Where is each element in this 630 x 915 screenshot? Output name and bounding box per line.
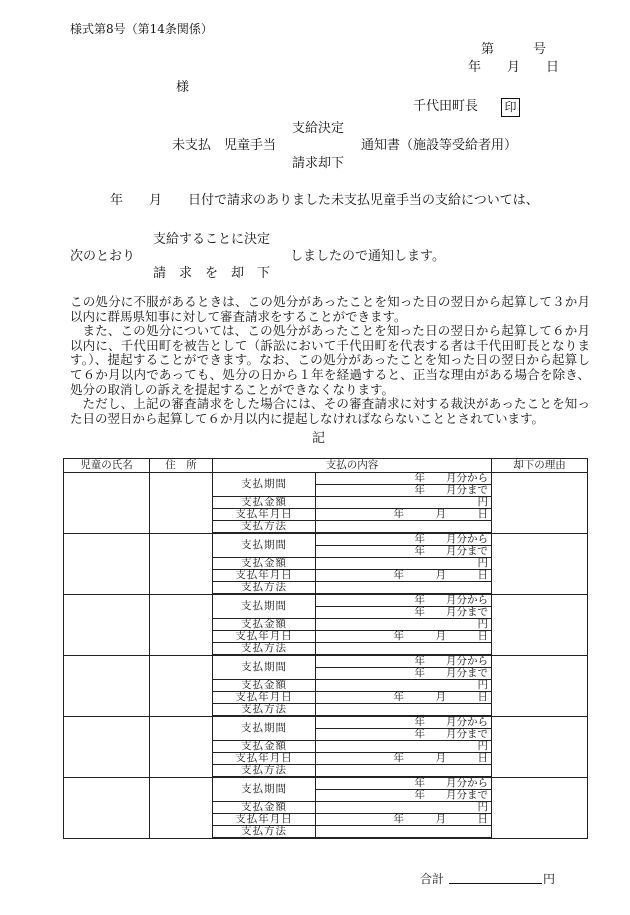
reject-reason-cell[interactable] bbox=[492, 778, 588, 839]
child-name-cell[interactable] bbox=[64, 534, 150, 595]
issuer-name: 千代田町長 bbox=[413, 99, 479, 114]
period-from-value: 年 月分から bbox=[316, 473, 492, 485]
method-value[interactable] bbox=[316, 643, 492, 655]
amount-label: 支払金額 bbox=[213, 802, 316, 814]
date-label: 支払年月日 bbox=[213, 631, 316, 643]
address-cell[interactable] bbox=[150, 778, 213, 839]
period-from-value: 年 月分から bbox=[316, 778, 492, 790]
amount-yen: 円 bbox=[316, 802, 492, 814]
period-label: 支払期間 bbox=[213, 656, 316, 680]
period-label: 支払期間 bbox=[213, 717, 316, 741]
period-to-value: 年 月分まで bbox=[316, 546, 492, 558]
body-choice-reject: 請 求 を 却 下 bbox=[153, 266, 271, 281]
table-row bbox=[64, 473, 588, 485]
date-value: 年 月 日 bbox=[316, 692, 492, 704]
date-value: 年 月 日 bbox=[316, 570, 492, 582]
amount-label: 支払金額 bbox=[213, 558, 316, 570]
period-label: 支払期間 bbox=[213, 473, 316, 497]
amount-yen: 円 bbox=[316, 497, 492, 509]
addressee-suffix: 様 bbox=[176, 80, 190, 95]
header-reject-reason: 却下の理由 bbox=[492, 459, 588, 473]
child-name-cell[interactable] bbox=[64, 595, 150, 656]
proviso-paragraph: ただし、上記の審査請求をした場合には、その審査請求に対する裁決があったことを知った日の翌日から起算して６か月以内に提起しなければならないこととされています。 bbox=[70, 396, 590, 426]
amount-yen: 円 bbox=[316, 680, 492, 692]
date-value: 年 月 日 bbox=[316, 814, 492, 826]
title-option-grant: 支給決定 bbox=[292, 121, 345, 136]
method-label: 支払方法 bbox=[213, 704, 316, 716]
method-value[interactable] bbox=[316, 521, 492, 533]
appeal-notice-paragraph: この処分に不服があるときは、この処分があったことを知った日の翌日から起算して３か月以内に群馬県知事に対して審査請求をすることができます。 bbox=[70, 294, 590, 324]
method-label: 支払方法 bbox=[213, 826, 316, 838]
period-label: 支払期間 bbox=[213, 778, 316, 802]
ki-heading: 記 bbox=[312, 431, 326, 446]
address-cell[interactable] bbox=[150, 717, 213, 778]
table-header-row bbox=[64, 459, 588, 473]
reject-reason-cell[interactable] bbox=[492, 595, 588, 656]
title-main: 未支払 児童手当 bbox=[172, 138, 277, 153]
amount-label: 支払金額 bbox=[213, 497, 316, 509]
address-cell[interactable] bbox=[150, 656, 213, 717]
table-row bbox=[64, 595, 588, 607]
title-option-reject: 請求却下 bbox=[292, 156, 345, 171]
seal-mark: 印 bbox=[501, 96, 520, 117]
period-from-value: 年 月分から bbox=[316, 717, 492, 729]
method-value[interactable] bbox=[316, 826, 492, 838]
document-number: 第 号 bbox=[481, 42, 547, 57]
period-to-value: 年 月分まで bbox=[316, 668, 492, 680]
date-label: 支払年月日 bbox=[213, 692, 316, 704]
child-name-cell[interactable] bbox=[64, 778, 150, 839]
body-suffix: しましたので通知します。 bbox=[290, 249, 445, 264]
address-cell[interactable] bbox=[150, 473, 213, 534]
table-row bbox=[64, 778, 588, 790]
title-suffix: 通知書（施設等受給者用） bbox=[361, 138, 518, 153]
period-to-value: 年 月分まで bbox=[316, 729, 492, 741]
lawsuit-notice-paragraph: また、この処分については、この処分があったことを知った日の翌日から起算して６か月以内に、千代田町を被告として（訴訟において千代田町を代表する者は千代田町長となります。）、提起することができます。なお、この処分があったことを知った日の翌日から起算して６か月以内であっても、処分の日から１年を経過すると、正当な理由がある場合を除き、処分の取消しの訴えを提起することができなくなります。 bbox=[70, 323, 590, 397]
method-label: 支払方法 bbox=[213, 582, 316, 594]
table-row bbox=[64, 717, 588, 729]
period-from-value: 年 月分から bbox=[316, 595, 492, 607]
period-from-value: 年 月分から bbox=[316, 656, 492, 668]
period-to-value: 年 月分まで bbox=[316, 485, 492, 497]
method-label: 支払方法 bbox=[213, 765, 316, 777]
period-from-value: 年 月分から bbox=[316, 534, 492, 546]
amount-label: 支払金額 bbox=[213, 741, 316, 753]
date-value: 年 月 日 bbox=[316, 631, 492, 643]
payment-table bbox=[63, 458, 588, 839]
form-number: 様式第8号（第14条関係） bbox=[70, 22, 213, 36]
amount-label: 支払金額 bbox=[213, 619, 316, 631]
amount-yen: 円 bbox=[316, 619, 492, 631]
method-value[interactable] bbox=[316, 582, 492, 594]
total-unit: 円 bbox=[543, 872, 556, 886]
address-cell[interactable] bbox=[150, 595, 213, 656]
issue-date: 年 月 日 bbox=[468, 60, 560, 75]
period-to-value: 年 月分まで bbox=[316, 607, 492, 619]
amount-yen: 円 bbox=[316, 558, 492, 570]
reject-reason-cell[interactable] bbox=[492, 717, 588, 778]
amount-label: 支払金額 bbox=[213, 680, 316, 692]
total-amount-line bbox=[449, 883, 542, 884]
child-name-cell[interactable] bbox=[64, 656, 150, 717]
child-name-cell[interactable] bbox=[64, 473, 150, 534]
header-child-name: 児童の氏名 bbox=[64, 459, 150, 473]
appeal-notice bbox=[70, 295, 590, 426]
total-label: 合計 bbox=[420, 872, 445, 886]
child-name-cell[interactable] bbox=[64, 717, 150, 778]
body-choice-grant: 支給することに決定 bbox=[153, 232, 271, 247]
header-address: 住 所 bbox=[150, 459, 213, 473]
date-value: 年 月 日 bbox=[316, 509, 492, 521]
date-label: 支払年月日 bbox=[213, 570, 316, 582]
table-row bbox=[64, 534, 588, 546]
reject-reason-cell[interactable] bbox=[492, 534, 588, 595]
reject-reason-cell[interactable] bbox=[492, 656, 588, 717]
header-payment-content: 支払の内容 bbox=[213, 459, 492, 473]
date-label: 支払年月日 bbox=[213, 814, 316, 826]
method-value[interactable] bbox=[316, 704, 492, 716]
table-row bbox=[64, 656, 588, 668]
date-value: 年 月 日 bbox=[316, 753, 492, 765]
period-to-value: 年 月分まで bbox=[316, 790, 492, 802]
reject-reason-cell[interactable] bbox=[492, 473, 588, 534]
period-label: 支払期間 bbox=[213, 534, 316, 558]
method-value[interactable] bbox=[316, 765, 492, 777]
amount-yen: 円 bbox=[316, 741, 492, 753]
date-label: 支払年月日 bbox=[213, 509, 316, 521]
body-request-line: 年 月 日付で請求のありました未支払児童手当の支給については、 bbox=[110, 193, 539, 208]
address-cell[interactable] bbox=[150, 534, 213, 595]
date-label: 支払年月日 bbox=[213, 753, 316, 765]
method-label: 支払方法 bbox=[213, 521, 316, 533]
body-prefix: 次のとおり bbox=[70, 249, 136, 264]
method-label: 支払方法 bbox=[213, 643, 316, 655]
period-label: 支払期間 bbox=[213, 595, 316, 619]
